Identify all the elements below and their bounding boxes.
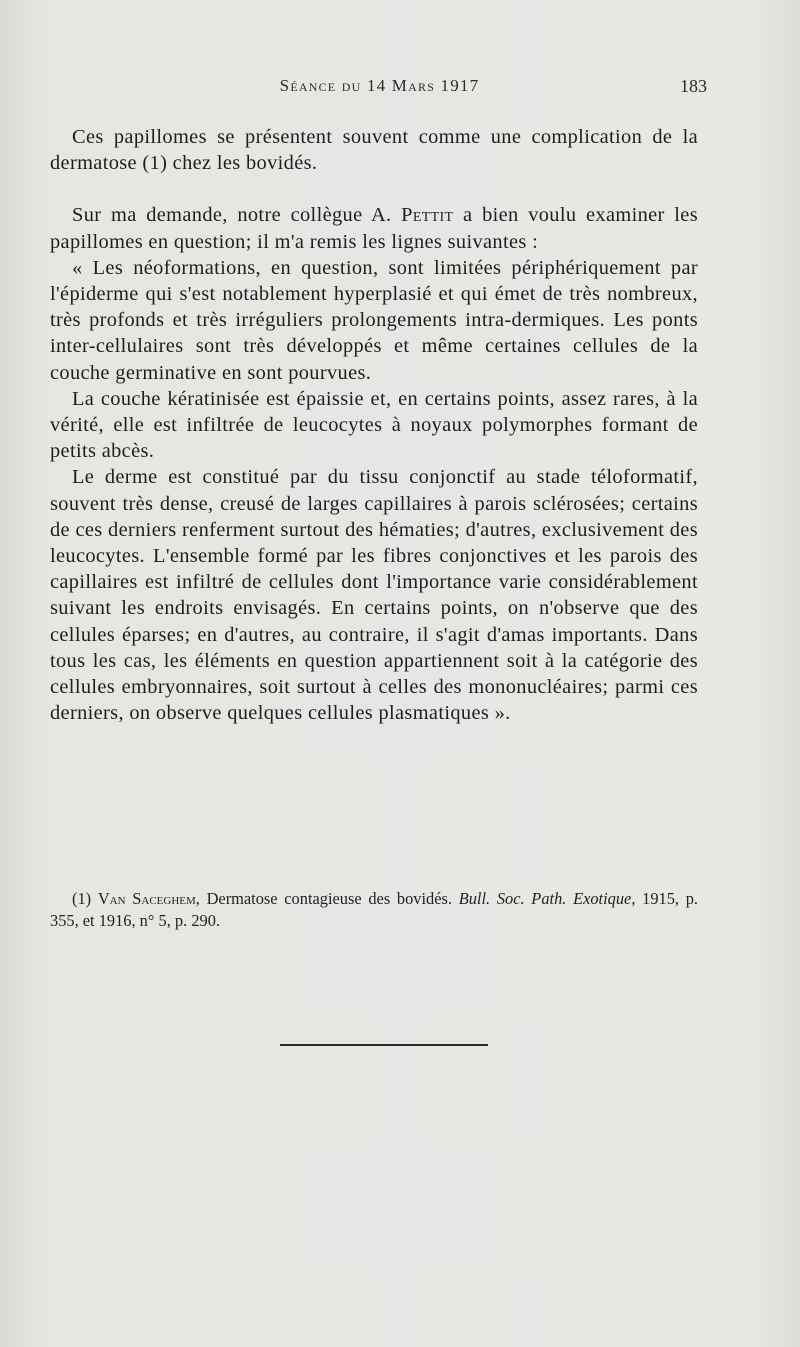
- paragraph-complication: Ces papillomes se présentent souvent comme une complication de la dermatose (1) chez les bovidés.: [50, 126, 698, 175]
- footnote-title: , Dermatose contagieuse des bovidés.: [195, 889, 459, 908]
- colleague-name: Pettit: [401, 204, 454, 227]
- body-text: [50, 124, 698, 726]
- request-text-before: Sur ma demande, notre collègue A.: [72, 204, 402, 227]
- footnote-number: (1): [72, 889, 92, 908]
- footnote-author: Van Saceghem: [97, 889, 196, 908]
- paragraph-dermis: Le derme est constitué par du tissu conjonctif au stade téloformatif, souvent très dense, creusé de larges capillaires à parois sclérosées; certains de ces derniers renferment surtout des hématies; d'autres, exclusivement des leucocytes. L'ensemble formé par les fibres conjonctives et les parois des capillaires est infiltré de cellules dont l'importance varie considérablement suivant les endroits envisagés. En certains points, on n'observe que des cellules éparses; en d'autres, au contraire, il s'agit d'amas importants. Dans tous les cas, les éléments en question appartiennent soit à la catégorie des cellules embryonnaires, soit surtout à celles des mononucléaires; parmi ces derniers, on observe quelques cellules plasmatiques ».: [50, 466, 698, 725]
- footnote-details: , 1915, p. 355, et 1916, n° 5, p. 290.: [50, 889, 699, 930]
- footnote-journal: Bull. Soc. Path. Exotique: [458, 889, 632, 908]
- end-rule: [280, 1044, 488, 1046]
- request-text-after: a bien voulu examiner les papillomes en question; il m'a remis les lignes suivantes :: [50, 204, 698, 253]
- paragraph-neoformations: « Les néoformations, en question, sont limitées périphériquement par l'épiderme qui s'est notablement hyperplasié et qui émet de très nombreux, très profonds et très irréguliers prolongements intra-dermiques. Les ponts inter-cellulaires sont très développés et même certaines cellules de la couche germinative en sont pourvues.: [50, 256, 698, 384]
- page-number: 183: [680, 76, 707, 96]
- running-title: Séance du 14 Mars 1917: [279, 76, 480, 95]
- running-head: [52, 76, 707, 104]
- footnote: [50, 888, 698, 932]
- paragraph-request: [50, 202, 698, 254]
- paragraph-keratinized-layer: La couche kératinisée est épaissie et, en certains points, assez rares, à la vérité, elle est infiltrée de leucocytes à noyaux polymorphes formant de petits abcès.: [50, 387, 698, 463]
